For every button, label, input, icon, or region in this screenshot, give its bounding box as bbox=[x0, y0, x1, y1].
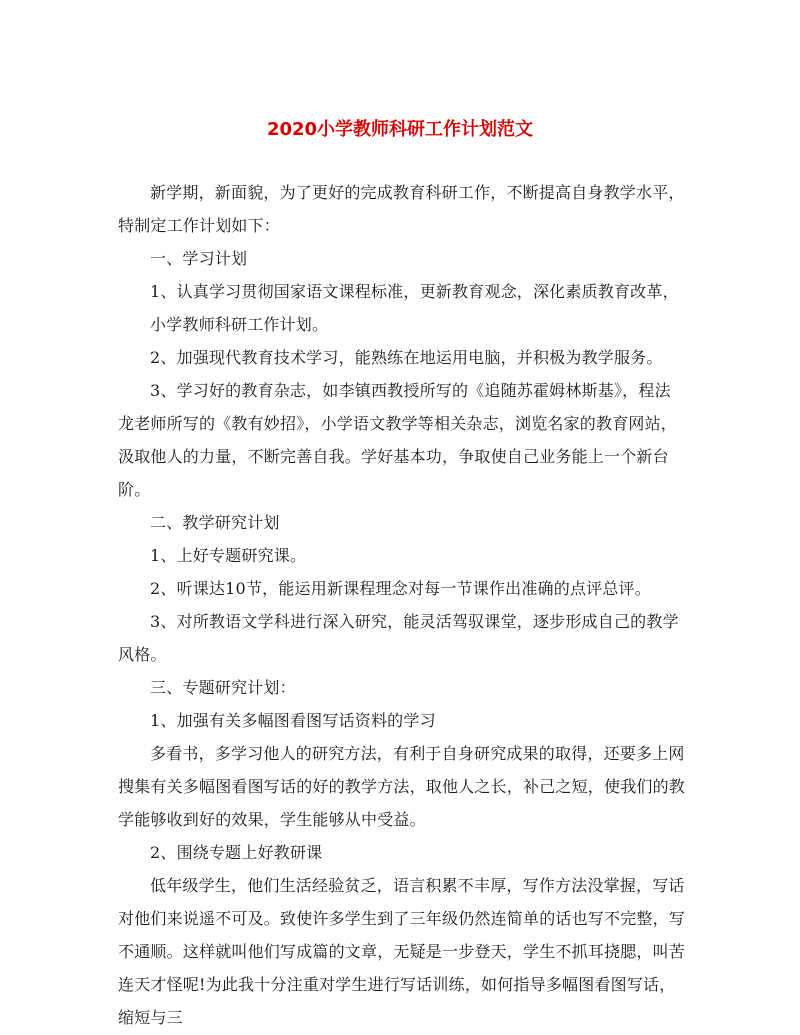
heading-topic-research-plan: 三、专题研究计划： bbox=[150, 678, 296, 697]
heading-teaching-research-plan: 二、教学研究计划 bbox=[150, 513, 280, 532]
paragraph-topic-1-detail: 多看书，多学习他人的研究方法，有利于自身研究成果的取得，还要多上网搜集有关多幅图看图写话的好的教学方法，取他人之长，补己之短，使我们的教学能够收到好的效果，学生能够从中受益。 bbox=[118, 744, 686, 829]
paragraph-topic-2-detail: 低年级学生，他们生活经验贫乏，语言积累不丰厚，写作方法没掌握，写话对他们来说遥不可及。致使许多学生到了三年级仍然连简单的话也写不完整，写不通顺。这样就叫他们写成篇的文章，无疑是一步登天，学生不抓耳挠腮，叫苦连天才怪呢!为此我十分注重对学生进行写话训练，如何指导多幅图看图写话，缩短与三 bbox=[118, 876, 686, 1027]
paragraph-topic-2: 2、围绕专题上好教研课 bbox=[150, 843, 323, 862]
paragraph-study-1-continued: 小学教师科研工作计划。 bbox=[150, 315, 329, 334]
paragraph-intro: 新学期，新面貌，为了更好的完成教育科研工作，不断提高自身教学水平，特制定工作计划如下： bbox=[118, 183, 685, 235]
document-title: 2020小学教师科研工作计划范文 bbox=[266, 119, 534, 140]
paragraph-teaching-2: 2、听课达10节，能运用新课程理念对每一节课作出准确的点评总评。 bbox=[150, 579, 651, 598]
heading-study-plan: 一、学习计划 bbox=[150, 249, 248, 268]
paragraph-teaching-1: 1、上好专题研究课。 bbox=[150, 546, 307, 565]
paragraph-topic-1: 1、加强有关多幅图看图写话资料的学习 bbox=[150, 711, 436, 730]
document-body bbox=[118, 176, 686, 1034]
paragraph-teaching-3: 3、对所教语文学科进行深入研究，能灵活驾驭课堂，逐步形成自己的教学风格。 bbox=[118, 612, 679, 664]
paragraph-study-2: 2、加强现代教育技术学习，能熟练在地运用电脑，并积极为教学服务。 bbox=[150, 348, 663, 367]
paragraph-study-1: 1、认真学习贯彻国家语文课程标准，更新教育观念，深化素质教育改革， bbox=[150, 282, 679, 301]
paragraph-study-3: 3、学习好的教育杂志，如李镇西教授所写的《追随苏霍姆林斯基》，程法龙老师所写的《教有妙招》，小学语文教学等相关杂志，浏览名家的教育网站，汲取他人的力量，不断完善自我。学好基本功，争取使自己业务能上一个新台阶。 bbox=[118, 381, 678, 499]
